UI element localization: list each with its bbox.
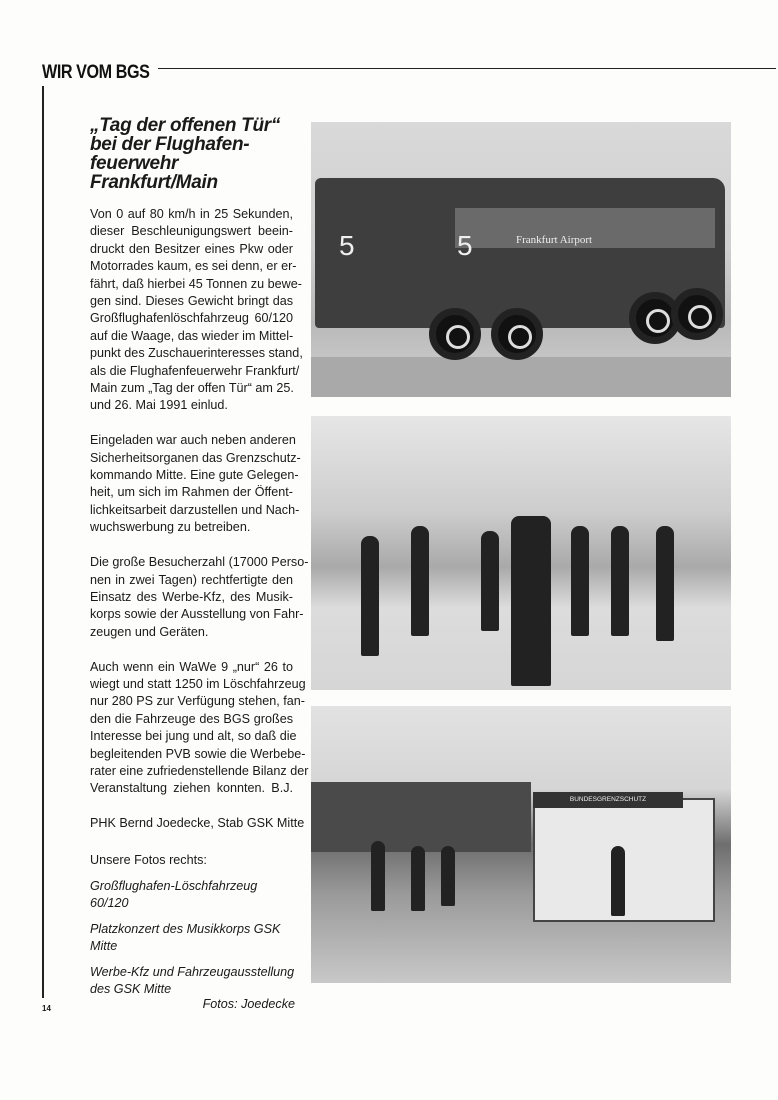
text-line: begleitenden PVB sowie die Werbebe- bbox=[90, 746, 306, 761]
text-line: kommando Mitte. Eine gute Gelegen- bbox=[90, 468, 299, 483]
wheel bbox=[671, 288, 723, 340]
paragraph bbox=[90, 432, 301, 536]
musician bbox=[611, 526, 629, 636]
text-line: Eingeladen war auch neben anderen bbox=[90, 433, 296, 448]
photo-band-concert bbox=[311, 416, 731, 690]
musician bbox=[656, 526, 674, 641]
text-line: wuchswerbung zu betreiben. bbox=[90, 520, 251, 535]
text-line: heit, um sich im Rahmen der Öffent- bbox=[90, 485, 293, 500]
paragraph bbox=[90, 659, 309, 798]
author-line bbox=[90, 815, 305, 832]
visitor bbox=[371, 841, 385, 911]
column-rule bbox=[42, 86, 44, 998]
text-line: wiegt und statt 1250 im Löschfahrzeug bbox=[90, 676, 306, 691]
musician bbox=[411, 526, 429, 636]
text-line: Großflughafenlöschfahrzeug 60/120 bbox=[90, 311, 293, 326]
text-line: punkt des Zuschauerinteresses stand, bbox=[90, 346, 303, 361]
paragraph bbox=[90, 206, 303, 415]
truck-number-side: 5 bbox=[457, 230, 473, 261]
caption-2: Platzkonzert des Musikkorps GSK Mitte bbox=[90, 922, 281, 953]
photo-credit: Fotos: Joedecke bbox=[202, 997, 295, 1011]
visitor bbox=[441, 846, 455, 906]
text-line: lichkeitsarbeit darzustellen und Nach- bbox=[90, 502, 300, 517]
text-line: Einsatz des Werbe-Kfz, des Musik- bbox=[90, 589, 293, 604]
captions-intro: Unsere Fotos rechts: bbox=[90, 853, 207, 867]
text-line: Main zum „Tag der offen Tür“ am 25. bbox=[90, 381, 294, 396]
gravel bbox=[311, 357, 731, 397]
section-title: WIR VOM BGS bbox=[42, 62, 150, 83]
text-line: Motorrades kaum, es sei denn, er er- bbox=[90, 259, 297, 274]
text-line: nen in zwei Tagen) rechtfertigte den bbox=[90, 572, 293, 587]
headline-line: „Tag der offenen Tür“ bbox=[90, 115, 281, 136]
paragraph bbox=[90, 554, 309, 641]
text-line: auf die Waage, das wieder im Mittel- bbox=[90, 328, 294, 343]
text-line: rater eine zufriedenstellende Bilanz der bbox=[90, 763, 309, 778]
text-line: Auch wenn ein WaWe 9 „nur“ 26 to bbox=[90, 659, 293, 674]
text-line: Sicherheitsorganen das Grenzschutz- bbox=[90, 450, 301, 465]
text-line: dieser Beschleunigungswert beein- bbox=[90, 224, 293, 239]
text-line: korps sowie der Ausstellung von Fahr- bbox=[90, 607, 304, 622]
text-line: PHK Bernd Joedecke, Stab GSK Mitte bbox=[90, 816, 305, 831]
text-line: Interesse bei jung und alt, so daß die bbox=[90, 729, 297, 744]
text-line: druckt den Besitzer eines Pkw oder bbox=[90, 241, 293, 256]
page-number: 14 bbox=[42, 1004, 51, 1013]
wheel bbox=[429, 308, 481, 360]
headline-line: Frankfurt/Main bbox=[90, 172, 218, 193]
musician bbox=[571, 526, 589, 636]
text-line: Die große Besucherzahl (17000 Perso- bbox=[90, 555, 309, 570]
wheel bbox=[491, 308, 543, 360]
text-line: fährt, daß hierbei 45 Tonnen zu bewe- bbox=[90, 276, 302, 291]
caption-1: Großflughafen-Löschfahrzeug 60/120 bbox=[90, 879, 258, 910]
text-line: zeugen und Geräten. bbox=[90, 624, 209, 639]
conductor bbox=[511, 516, 551, 686]
photo-captions bbox=[90, 852, 295, 1013]
article-body bbox=[90, 206, 309, 850]
photo-vehicle-exhibition bbox=[311, 706, 731, 983]
photo-fire-truck bbox=[311, 122, 731, 397]
text-line: als die Flughafenfeuerwehr Frankfurt/ bbox=[90, 363, 300, 378]
text-line: nur 280 PS zur Verfügung stehen, fan- bbox=[90, 694, 305, 709]
text-line: Veranstaltung ziehen konnten. B.J. bbox=[90, 781, 293, 796]
header-rule bbox=[158, 68, 776, 69]
truck-label: Frankfurt Airport bbox=[516, 234, 593, 246]
text-line: Von 0 auf 80 km/h in 25 Sekunden, bbox=[90, 207, 293, 221]
text-line: gen sind. Dieses Gewicht bringt das bbox=[90, 294, 293, 309]
headline-line: feuerwehr bbox=[90, 153, 179, 174]
article-headline bbox=[90, 116, 300, 192]
building bbox=[311, 782, 531, 852]
musician bbox=[361, 536, 379, 656]
headline-line: bei der Flughafen- bbox=[90, 134, 250, 155]
visitor bbox=[611, 846, 625, 916]
text-line: den die Fahrzeuge des BGS großes bbox=[90, 711, 293, 726]
booth-sign: BUNDESGRENZSCHUTZ bbox=[533, 792, 683, 808]
truck-number: 5 bbox=[339, 230, 355, 261]
visitor bbox=[411, 846, 425, 911]
caption-3: Werbe-Kfz und Fahrzeugausstellung des GSK Mitte bbox=[90, 965, 295, 996]
musician bbox=[481, 531, 499, 631]
text-line: und 26. Mai 1991 einlud. bbox=[90, 398, 228, 413]
